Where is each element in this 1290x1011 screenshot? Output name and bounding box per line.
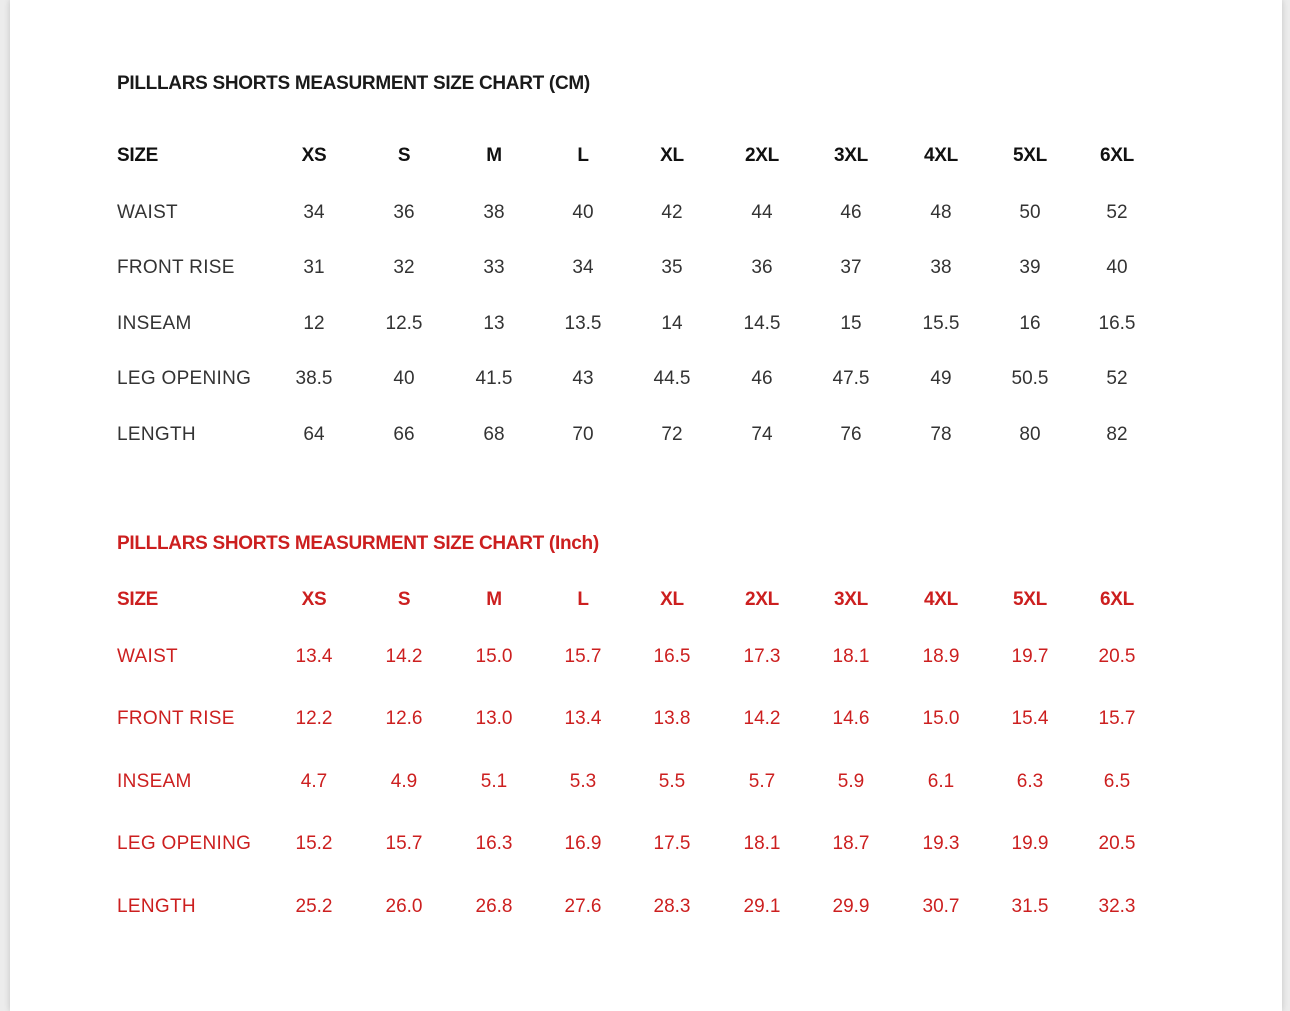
measurement-cell: 13.5 — [564, 313, 602, 334]
measurement-cell: 17.5 — [653, 833, 691, 854]
measurement-cell: 16.3 — [475, 833, 513, 854]
size-column-header: L — [577, 589, 589, 610]
measurement-cell: 15.5 — [922, 313, 960, 334]
measurement-cell: 6.5 — [1103, 771, 1131, 792]
measurement-cell: 15.2 — [295, 833, 333, 854]
measurement-cell: 37 — [840, 257, 862, 278]
measurement-cell: 18.7 — [832, 833, 870, 854]
measurement-cell: 15.0 — [475, 646, 513, 667]
size-column-header: 5XL — [1013, 589, 1047, 610]
measurement-cell: 30.7 — [922, 896, 960, 917]
measurement-cell: 16.5 — [653, 646, 691, 667]
measurement-cell: 31.5 — [1011, 896, 1049, 917]
measurement-cell: 18.9 — [922, 646, 960, 667]
measurement-cell: 19.3 — [922, 833, 960, 854]
measurement-cell: 19.9 — [1011, 833, 1049, 854]
measurement-cell: 36 — [751, 257, 773, 278]
measurement-cell: 4.7 — [300, 771, 328, 792]
measurement-cell: 15.7 — [564, 646, 602, 667]
measurement-cell: 13.4 — [295, 646, 333, 667]
size-column-header: 2XL — [745, 145, 779, 166]
measurement-cell: 29.9 — [832, 896, 870, 917]
size-column-header: 4XL — [924, 589, 958, 610]
measurement-cell: 25.2 — [295, 896, 333, 917]
measurement-cell: 46 — [840, 202, 862, 223]
measurement-cell: 14.6 — [832, 708, 870, 729]
measurement-cell: 82 — [1106, 424, 1128, 445]
measurement-cell: 14.5 — [743, 313, 781, 334]
measurement-cell: 72 — [661, 424, 683, 445]
measurement-cell: 70 — [572, 424, 594, 445]
row-label: LEG OPENING — [117, 833, 252, 854]
size-column-header: 4XL — [924, 145, 958, 166]
measurement-cell: 27.6 — [564, 896, 602, 917]
measurement-cell: 18.1 — [832, 646, 870, 667]
measurement-cell: 38 — [483, 202, 505, 223]
measurement-cell: 14.2 — [385, 646, 423, 667]
measurement-cell: 13.4 — [564, 708, 602, 729]
measurement-cell: 39 — [1019, 257, 1041, 278]
measurement-cell: 6.1 — [927, 771, 955, 792]
document-page — [10, 0, 1282, 1011]
row-label: INSEAM — [117, 313, 192, 334]
row-label: FRONT RISE — [117, 708, 235, 729]
measurement-cell: 20.5 — [1098, 833, 1136, 854]
measurement-cell: 5.1 — [480, 771, 508, 792]
size-header-label: SIZE — [117, 589, 159, 610]
measurement-cell: 13 — [483, 313, 505, 334]
row-label: LENGTH — [117, 896, 196, 917]
measurement-cell: 28.3 — [653, 896, 691, 917]
measurement-cell: 31 — [303, 257, 325, 278]
measurement-cell: 5.3 — [569, 771, 597, 792]
measurement-cell: 29.1 — [743, 896, 781, 917]
measurement-cell: 42 — [661, 202, 683, 223]
measurement-cell: 34 — [303, 202, 325, 223]
row-label: LENGTH — [117, 424, 196, 445]
measurement-cell: 47.5 — [832, 368, 870, 389]
measurement-cell: 5.7 — [748, 771, 776, 792]
measurement-cell: 5.9 — [837, 771, 865, 792]
measurement-cell: 32.3 — [1098, 896, 1136, 917]
measurement-cell: 16.5 — [1098, 313, 1136, 334]
measurement-cell: 17.3 — [743, 646, 781, 667]
measurement-cell: 38.5 — [295, 368, 333, 389]
size-column-header: 6XL — [1100, 589, 1134, 610]
measurement-cell: 16.9 — [564, 833, 602, 854]
measurement-cell: 64 — [303, 424, 325, 445]
measurement-cell: 14 — [661, 313, 683, 334]
measurement-cell: 16 — [1019, 313, 1041, 334]
size-column-header: M — [486, 589, 502, 610]
size-column-header: 5XL — [1013, 145, 1047, 166]
measurement-cell: 15.7 — [385, 833, 423, 854]
measurement-cell: 52 — [1106, 202, 1128, 223]
size-column-header: 3XL — [834, 589, 868, 610]
measurement-cell: 36 — [393, 202, 415, 223]
measurement-cell: 14.2 — [743, 708, 781, 729]
measurement-cell: 68 — [483, 424, 505, 445]
measurement-cell: 80 — [1019, 424, 1041, 445]
measurement-cell: 18.1 — [743, 833, 781, 854]
measurement-cell: 32 — [393, 257, 415, 278]
row-label: WAIST — [117, 202, 178, 223]
measurement-cell: 78 — [930, 424, 952, 445]
measurement-cell: 41.5 — [475, 368, 513, 389]
size-column-header: 6XL — [1100, 145, 1134, 166]
measurement-cell: 66 — [393, 424, 415, 445]
size-column-header: 2XL — [745, 589, 779, 610]
size-column-header: XS — [301, 145, 327, 166]
measurement-cell: 49 — [930, 368, 952, 389]
measurement-cell: 44.5 — [653, 368, 691, 389]
measurement-cell: 13.8 — [653, 708, 691, 729]
measurement-cell: 74 — [751, 424, 773, 445]
measurement-cell: 43 — [572, 368, 594, 389]
measurement-cell: 40 — [572, 202, 594, 223]
measurement-cell: 6.3 — [1016, 771, 1044, 792]
measurement-cell: 44 — [751, 202, 773, 223]
size-column-header: S — [397, 145, 411, 166]
measurement-cell: 33 — [483, 257, 505, 278]
measurement-cell: 4.9 — [390, 771, 418, 792]
measurement-cell: 76 — [840, 424, 862, 445]
size-column-header: L — [577, 145, 589, 166]
measurement-cell: 5.5 — [658, 771, 686, 792]
chart-title: PILLLARS SHORTS MEASURMENT SIZE CHART (CM) — [117, 73, 590, 94]
size-column-header: S — [397, 589, 411, 610]
row-label: WAIST — [117, 646, 178, 667]
measurement-cell: 40 — [393, 368, 415, 389]
measurement-cell: 15.4 — [1011, 708, 1049, 729]
measurement-cell: 15 — [840, 313, 862, 334]
size-header-label: SIZE — [117, 145, 159, 166]
measurement-cell: 46 — [751, 368, 773, 389]
measurement-cell: 48 — [930, 202, 952, 223]
row-label: FRONT RISE — [117, 257, 235, 278]
measurement-cell: 20.5 — [1098, 646, 1136, 667]
size-column-header: XL — [660, 145, 684, 166]
measurement-cell: 12 — [303, 313, 325, 334]
measurement-cell: 12.5 — [385, 313, 423, 334]
size-column-header: XS — [301, 589, 327, 610]
size-column-header: 3XL — [834, 145, 868, 166]
measurement-cell: 38 — [930, 257, 952, 278]
measurement-cell: 12.2 — [295, 708, 333, 729]
size-column-header: M — [486, 145, 502, 166]
measurement-cell: 12.6 — [385, 708, 423, 729]
measurement-cell: 13.0 — [475, 708, 513, 729]
measurement-cell: 19.7 — [1011, 646, 1049, 667]
chart-title: PILLLARS SHORTS MEASURMENT SIZE CHART (Inch) — [117, 533, 599, 554]
row-label: LEG OPENING — [117, 368, 252, 389]
measurement-cell: 15.0 — [922, 708, 960, 729]
row-label: INSEAM — [117, 771, 192, 792]
measurement-cell: 52 — [1106, 368, 1128, 389]
measurement-cell: 50 — [1019, 202, 1041, 223]
size-column-header: XL — [660, 589, 684, 610]
measurement-cell: 40 — [1106, 257, 1128, 278]
measurement-cell: 50.5 — [1011, 368, 1049, 389]
measurement-cell: 26.0 — [385, 896, 423, 917]
measurement-cell: 34 — [572, 257, 594, 278]
measurement-cell: 26.8 — [475, 896, 513, 917]
measurement-cell: 35 — [661, 257, 683, 278]
measurement-cell: 15.7 — [1098, 708, 1136, 729]
